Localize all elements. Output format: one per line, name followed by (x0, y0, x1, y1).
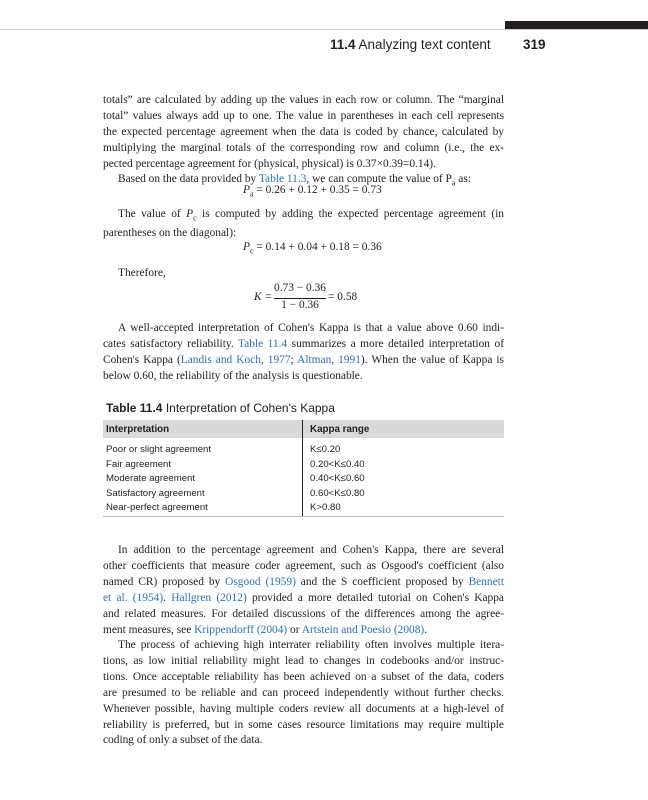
page-number: 319 (523, 37, 546, 52)
text-line: The process of achieving high interrater reliability often involves multiple itera- (118, 639, 504, 651)
table-link[interactable]: Table 11.3 (258, 173, 307, 185)
text-line: parentheses on the diagonal): (103, 227, 237, 240)
table-bottom-rule (103, 516, 504, 517)
text: or (287, 623, 302, 636)
text-line: other coefficients that measure coder agreement, such as Osgood's coefficient (also (103, 559, 504, 572)
paragraph-marginal-totals (103, 93, 504, 173)
text: provided a more detailed tutorial on Cohen's Kappa (246, 591, 504, 604)
table-cell: 0.40<K≤0.60 (310, 473, 365, 484)
table-cell: K>0.80 (310, 502, 341, 513)
table-cell: Satisfactory agreement (106, 488, 205, 499)
header-bar (505, 21, 648, 29)
text-line: tions, as low initial reliability might lead to changes in codebooks and/or instruc- (103, 654, 504, 667)
subscript: c (193, 213, 197, 223)
text: and the S coefficient proposed by (295, 575, 469, 588)
table-row (103, 488, 504, 502)
table-caption (106, 401, 335, 415)
text: . (424, 623, 428, 636)
text-line: In addition to the percentage agreement and Cohen's Kappa, there are several (118, 544, 504, 556)
eq-sub: c (249, 246, 254, 256)
paragraph-other-coefficients (103, 543, 504, 638)
therefore-text: Therefore, (118, 267, 166, 279)
table-cell: 0.60<K≤0.80 (310, 488, 365, 499)
paragraph-compute-pc (103, 207, 504, 242)
section-number: 11.4 (330, 37, 356, 52)
text-line: coding of only a subset of the data. (103, 734, 263, 747)
eq-var: P (243, 184, 250, 196)
citation-link[interactable]: Hallgren (2012) (171, 591, 247, 604)
eq-var: P (243, 241, 250, 253)
text-line: below 0.60, the reliability of the analysis is questionable. (103, 369, 363, 382)
text: ). When the value of Kappa is (360, 353, 504, 366)
kappa-numerator: 0.73 − 0.36 (274, 282, 326, 294)
text: ; (290, 353, 298, 366)
eq-rhs: = 0.26 + 0.12 + 0.35 = 0.73 (253, 184, 382, 196)
paragraph-interrater-process (103, 638, 504, 749)
text: , we can compute the value of P (306, 173, 452, 185)
equation-kappa-lhs (254, 291, 272, 303)
text: . (163, 591, 172, 604)
text: The value of (118, 208, 187, 220)
kappa-denominator: 1 − 0.36 (281, 299, 319, 311)
text-line (103, 591, 504, 607)
citation-link[interactable]: Altman, 1991 (297, 353, 361, 366)
table-cell: Moderate agreement (106, 473, 196, 484)
table-header (103, 420, 504, 438)
citation-link[interactable]: Landis and Koch, 1977 (180, 353, 291, 366)
text-line: A well-accepted interpretation of Cohen's Kappa is that a value above 0.60 indi- (118, 322, 504, 334)
subscript: a (451, 178, 456, 188)
text-line: Whenever possible, having multiple coders review all documents at a high-level of (103, 702, 504, 715)
text-line (103, 575, 504, 591)
text-line (103, 623, 504, 639)
text: Based on the data provided by (118, 173, 259, 185)
text-line: totals” are calculated by adding up the values in each row or column. The “marginal (103, 94, 504, 106)
text: summarizes a more detailed interpretation of (287, 337, 504, 350)
text-line: pected percentage agreement for (physical, physical) is 0.37×0.39=0.14). (103, 157, 436, 170)
text-line: are presumed to be reliable and can proceed independently without further checks. (103, 686, 504, 699)
text-line (103, 353, 504, 369)
table-cell: Poor or slight agreement (106, 444, 212, 455)
citation-link[interactable]: Artstein and Poesio (2008) (301, 623, 425, 636)
citation-link[interactable]: et al. (1954) (103, 591, 164, 604)
column-header: Interpretation (106, 424, 170, 435)
table-row (103, 459, 504, 473)
kappa-result: = 0.58 (328, 291, 358, 303)
table-cell: Near-perfect agreement (106, 502, 208, 513)
table-row (103, 444, 504, 458)
text-line: the expected percentage agreement when the data is coded by chance, calculated by (103, 125, 504, 138)
table-label: Table 11.4 (106, 401, 163, 415)
text-line: tions. Once acceptable reliability has been achieved on a subset of the data, coders (103, 670, 504, 683)
citation-link[interactable]: Bennett (468, 575, 504, 588)
text: Cohen's Kappa ( (103, 353, 181, 366)
citation-link[interactable]: Osgood (1959) (225, 575, 296, 588)
eq-var: K = (254, 291, 273, 303)
text: ment measures, see (103, 623, 195, 636)
citation-link[interactable]: Krippendorff (2004) (194, 623, 288, 636)
table-row (103, 502, 504, 516)
table-cell: K≤0.20 (310, 444, 341, 455)
text: cates satisfactory reliability. (103, 337, 238, 350)
kappa-table (103, 420, 504, 517)
text-line: multiplying the marginal totals of the corresponding row and column (i.e., the ex- (103, 141, 504, 154)
header-rule (0, 29, 648, 30)
text-line (103, 207, 504, 226)
column-header: Kappa range (310, 424, 370, 435)
table-link[interactable]: Table 11.4 (238, 337, 288, 350)
text: as: (455, 173, 471, 185)
text-line: total” values always add up to one. The value in parentheses in each cell represents (103, 109, 504, 122)
text-line: reliability is preferred, but in some cases resource limitations may require multiple (103, 718, 504, 731)
equation-pc (243, 241, 382, 255)
table-cell: Fair agreement (106, 459, 172, 470)
table-title: Interpretation of Cohen's Kappa (165, 401, 335, 415)
eq-rhs: = 0.14 + 0.04 + 0.18 = 0.36 (253, 241, 382, 253)
table-cell: 0.20<K≤0.40 (310, 459, 365, 470)
equation-pa (243, 184, 382, 198)
table-row (103, 473, 504, 487)
section-title: Analyzing text content (358, 37, 491, 52)
text-var: P (186, 208, 194, 220)
text: named CR) proposed by (103, 575, 226, 588)
paragraph-kappa-interpretation (103, 321, 504, 385)
running-header (330, 37, 491, 52)
text: is computed by adding the expected percentage agreement (in (196, 208, 504, 220)
text-line (103, 337, 504, 353)
eq-sub: a (249, 189, 254, 199)
text-line: and related measures. For detailed discussions of the differences among the agree- (103, 607, 504, 620)
